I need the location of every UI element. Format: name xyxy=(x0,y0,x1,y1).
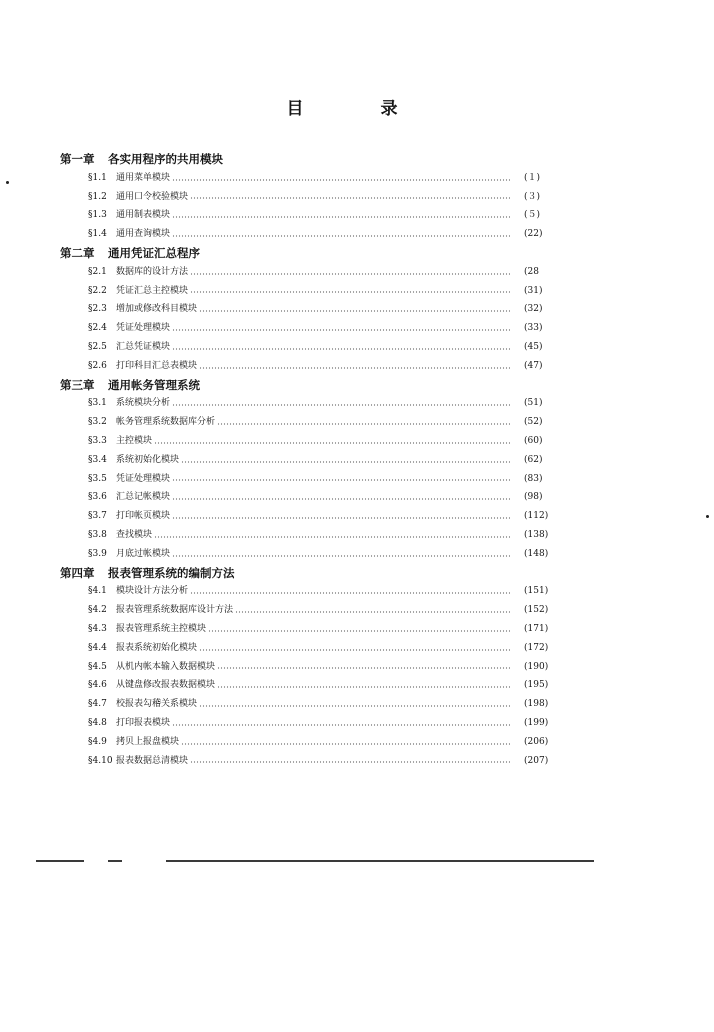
toc-entry xyxy=(60,357,550,376)
toc-entry xyxy=(60,488,550,507)
section-title: 通用菜单模块 xyxy=(116,172,171,183)
dot-leader xyxy=(172,517,510,519)
dot-leader xyxy=(199,310,510,312)
section-title: 打印科目汇总表模块 xyxy=(116,360,198,371)
page-number: (47) xyxy=(524,360,543,371)
toc-entry xyxy=(60,676,550,695)
toc-entry xyxy=(60,169,550,188)
section-number: §4.6 xyxy=(88,680,107,691)
section-number: §3.7 xyxy=(88,511,107,522)
dot-leader xyxy=(217,686,510,688)
dot-leader xyxy=(190,291,510,293)
toc-entry xyxy=(60,394,550,413)
dot-leader xyxy=(199,367,510,369)
dot-leader xyxy=(172,555,510,557)
section-number: §4.7 xyxy=(88,699,107,710)
section-number: §3.6 xyxy=(88,492,107,503)
section-title: 增加或修改科目模块 xyxy=(116,304,198,315)
section-number: §3.1 xyxy=(88,398,107,409)
chapter-heading xyxy=(60,376,550,395)
page-number: (60) xyxy=(524,435,543,446)
dot-leader xyxy=(172,724,510,726)
page-number: (98) xyxy=(524,492,543,503)
page-number: (207) xyxy=(524,755,549,766)
page-number: (172) xyxy=(524,642,549,653)
chapter-title: 各实用程序的共用模块 xyxy=(108,152,223,166)
toc-entry xyxy=(60,319,550,338)
chapter-title: 报表管理系统的编制方法 xyxy=(108,565,235,580)
page-number: (198) xyxy=(524,699,549,710)
dot-leader xyxy=(217,667,510,669)
section-title: 汇总记帐模块 xyxy=(116,492,171,503)
section-number: §4.9 xyxy=(88,736,107,747)
scan-speck xyxy=(6,181,9,184)
chapter-heading xyxy=(60,564,550,583)
toc-entry xyxy=(60,733,550,752)
page-number: (190) xyxy=(524,661,549,672)
section-title: 凭证处理模块 xyxy=(116,323,171,334)
dot-leader xyxy=(199,649,510,651)
chapter-label: 第一章 xyxy=(60,152,95,166)
page-number: (199) xyxy=(524,717,549,728)
chapter-label: 第三章 xyxy=(60,377,95,392)
toc-entry xyxy=(60,752,550,771)
dot-leader xyxy=(172,329,510,331)
toc-entry xyxy=(60,545,550,564)
section-title: 数据库的设计方法 xyxy=(116,266,189,277)
page-number: (83) xyxy=(524,473,543,484)
toc-entry xyxy=(60,451,550,470)
dot-leader xyxy=(190,197,510,199)
dot-leader xyxy=(172,235,510,237)
section-title: 从机内帐本输入数据模块 xyxy=(116,661,216,672)
section-title: 系统初始化模块 xyxy=(116,454,180,465)
section-number: §1.1 xyxy=(88,172,107,183)
page-number: (62) xyxy=(524,454,543,465)
toc-entry xyxy=(60,432,550,451)
section-title: 主控模块 xyxy=(116,435,153,446)
toc-entry xyxy=(60,300,550,319)
page-number: (171) xyxy=(524,623,549,634)
toc-entry xyxy=(60,282,550,301)
page-title: 目 录 xyxy=(286,99,428,119)
scan-speck xyxy=(706,515,709,518)
section-title: 报表管理系统主控模块 xyxy=(116,623,207,634)
page-number: (28 xyxy=(524,266,539,277)
section-number: §3.9 xyxy=(88,548,107,559)
page-number: (33) xyxy=(524,323,543,334)
page-number: (32) xyxy=(524,304,543,315)
section-number: §4.2 xyxy=(88,605,107,616)
page-number: (51) xyxy=(524,398,543,409)
section-number: §2.4 xyxy=(88,323,107,334)
page-number: (45) xyxy=(524,341,543,352)
dot-leader xyxy=(217,423,510,425)
section-title: 系统模块分析 xyxy=(116,398,171,409)
table-of-contents xyxy=(60,150,550,770)
toc-entry xyxy=(60,470,550,489)
page-number: (195) xyxy=(524,680,549,691)
page-number: (206) xyxy=(524,736,549,747)
section-number: §4.4 xyxy=(88,642,107,653)
section-title: 校报表勾稽关系模块 xyxy=(116,699,198,710)
section-number: §3.5 xyxy=(88,473,107,484)
page-number: (148) xyxy=(524,548,549,559)
toc-entry xyxy=(60,263,550,282)
dot-leader xyxy=(181,743,510,745)
section-number: §2.3 xyxy=(88,304,107,315)
section-number: §3.3 xyxy=(88,435,107,446)
dot-leader xyxy=(235,611,510,613)
dot-leader xyxy=(154,536,510,538)
chapter-title: 通用帐务管理系统 xyxy=(108,377,200,392)
section-number: §4.1 xyxy=(88,586,107,597)
toc-entry xyxy=(60,188,550,207)
dot-leader xyxy=(181,461,510,463)
page-number: (152) xyxy=(524,605,549,616)
page-number: (138) xyxy=(524,529,549,540)
scan-rule xyxy=(36,860,84,862)
section-title: 通用查询模块 xyxy=(116,229,171,240)
dot-leader xyxy=(154,442,510,444)
toc-entry xyxy=(60,413,550,432)
section-number: §1.3 xyxy=(88,210,107,221)
page-number: (52) xyxy=(524,417,543,428)
toc-entry xyxy=(60,582,550,601)
page-number: (31) xyxy=(524,285,543,296)
toc-entry xyxy=(60,526,550,545)
section-title: 报表管理系统数据库设计方法 xyxy=(116,605,234,616)
chapter-title: 通用凭证汇总程序 xyxy=(108,245,200,260)
chapter-heading xyxy=(60,244,550,263)
page-number: (151) xyxy=(524,586,549,597)
section-title: 打印报表模块 xyxy=(116,717,171,728)
page-number: (３) xyxy=(524,191,541,202)
dot-leader xyxy=(199,705,510,707)
section-number: §2.5 xyxy=(88,341,107,352)
section-title: 凭证处理模块 xyxy=(116,473,171,484)
page-number: (22) xyxy=(524,229,543,240)
section-number: §2.2 xyxy=(88,285,107,296)
toc-entry xyxy=(60,338,550,357)
section-number: §3.2 xyxy=(88,417,107,428)
section-number: §4.10 xyxy=(88,755,113,766)
page-number: (１) xyxy=(524,172,541,183)
section-title: 查找模块 xyxy=(116,529,153,540)
dot-leader xyxy=(172,498,510,500)
section-number: §4.8 xyxy=(88,717,107,728)
section-number: §3.8 xyxy=(88,529,107,540)
chapter-heading xyxy=(60,150,550,169)
chapter-label: 第二章 xyxy=(60,245,95,260)
section-title: 凭证汇总主控模块 xyxy=(116,285,189,296)
dot-leader xyxy=(172,216,510,218)
scan-rule xyxy=(108,860,122,862)
section-title: 拷贝上报盘模块 xyxy=(116,736,180,747)
section-title: 打印帐页模块 xyxy=(116,511,171,522)
toc-entry xyxy=(60,695,550,714)
section-title: 汇总凭证模块 xyxy=(116,341,171,352)
page-number: (５) xyxy=(524,210,541,221)
section-number: §4.5 xyxy=(88,661,107,672)
toc-entry xyxy=(60,206,550,225)
section-title: 通用口令校验模块 xyxy=(116,191,189,202)
toc-entry xyxy=(60,507,550,526)
section-title: 模块设计方法分析 xyxy=(116,586,189,597)
dot-leader xyxy=(172,404,510,406)
dot-leader xyxy=(190,273,510,275)
chapter-label: 第四章 xyxy=(60,565,95,580)
toc-entry xyxy=(60,620,550,639)
section-title: 通用制表模块 xyxy=(116,210,171,221)
dot-leader xyxy=(190,761,510,763)
section-number: §1.2 xyxy=(88,191,107,202)
toc-entry xyxy=(60,714,550,733)
toc-entry xyxy=(60,658,550,677)
scan-rule xyxy=(166,860,594,862)
page-number: (112) xyxy=(524,511,549,522)
section-number: §2.1 xyxy=(88,266,107,277)
section-title: 报表系统初始化模块 xyxy=(116,642,198,653)
section-number: §3.4 xyxy=(88,454,107,465)
section-number: §2.6 xyxy=(88,360,107,371)
dot-leader xyxy=(190,592,510,594)
dot-leader xyxy=(208,630,510,632)
toc-entry xyxy=(60,639,550,658)
toc-entry xyxy=(60,225,550,244)
section-title: 从键盘修改报表数据模块 xyxy=(116,680,216,691)
dot-leader xyxy=(172,479,510,481)
section-title: 月底过帐模块 xyxy=(116,548,171,559)
dot-leader xyxy=(172,348,510,350)
section-title: 报表数据总清模块 xyxy=(116,755,189,766)
dot-leader xyxy=(172,179,510,181)
section-number: §1.4 xyxy=(88,229,107,240)
section-number: §4.3 xyxy=(88,623,107,634)
section-title: 帐务管理系统数据库分析 xyxy=(116,417,216,428)
toc-entry xyxy=(60,601,550,620)
